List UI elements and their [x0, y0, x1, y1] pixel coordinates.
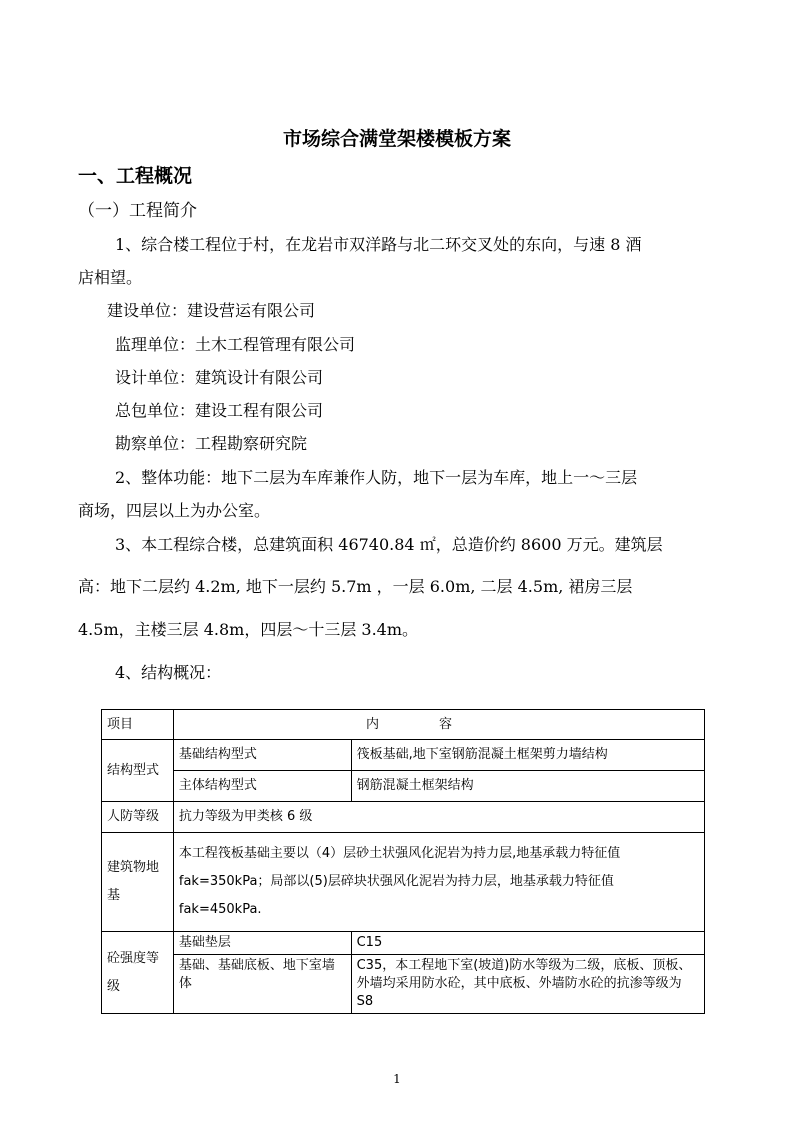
paragraph-2-line-2: 商场，四层以上为办公室。 — [78, 501, 271, 520]
header-content-cell: 内容 — [173, 710, 704, 740]
subsection-heading-intro: （一）工程简介 — [78, 201, 197, 221]
structure-overview-table — [101, 709, 705, 1014]
table-row — [102, 955, 705, 1014]
table-row — [102, 740, 705, 771]
civil-defense-label: 人防等级 — [102, 802, 174, 833]
design-unit: 设计单位：建筑设计有限公司 — [115, 368, 324, 387]
paragraph-2-line-1: 2、整体功能：地下二层为车库兼作人防，地下一层为车库，地上一～三层 — [115, 468, 638, 487]
supervision-unit: 监理单位：土木工程管理有限公司 — [115, 335, 356, 354]
paragraph-1-line-2: 店相望。 — [78, 268, 143, 287]
foundation-cushion-label: 基础垫层 — [173, 932, 351, 955]
foundation-structure-value: 筏板基础,地下室钢筋混凝土框架剪力墙结构 — [351, 740, 704, 771]
page-number: 1 — [393, 1072, 401, 1086]
paragraph-1-line-1: 1、综合楼工程位于村，在龙岩市双洋路与北二环交叉处的东向，与速 8 酒 — [115, 235, 642, 254]
foundation-slab-label: 基础、基础底板、地下室墙体 — [173, 955, 351, 1014]
paragraph-3-line-1: 3、本工程综合楼，总建筑面积 46740.84 ㎡，总造价约 8600 万元。建筑层 — [115, 535, 663, 554]
paragraph-4: 4、结构概况： — [115, 663, 222, 682]
header-item-cell: 项目 — [102, 710, 174, 740]
concrete-grade-label: 砼强度等级 — [102, 932, 174, 1014]
table-row — [102, 833, 705, 932]
table-row — [102, 710, 705, 740]
foundation-slab-value: C35，本工程地下室(坡道)防水等级为二级，底板、顶板、外墙均采用防水砼，其中底板、外墙防水砼的抗渗等级为 S8 — [351, 955, 704, 1014]
structure-type-label: 结构型式 — [102, 740, 174, 802]
paragraph-3-line-3: 4.5m，主楼三层 4.8m，四层～十三层 3.4m。 — [78, 620, 419, 639]
main-structure-label: 主体结构型式 — [173, 771, 351, 802]
paragraph-3-line-2: 高：地下二层约 4.2m, 地下一层约 5.7m ，一层 6.0m, 二层 4.5m, 裙房三层 — [78, 577, 633, 596]
table-row — [102, 771, 705, 802]
building-foundation-label: 建筑物地基 — [102, 833, 174, 932]
foundation-cushion-value: C15 — [351, 932, 704, 955]
section-heading-overview: 一、工程概况 — [78, 165, 193, 187]
general-contractor-unit: 总包单位：建设工程有限公司 — [115, 401, 324, 420]
table-row — [102, 932, 705, 955]
civil-defense-value: 抗力等级为甲类核 6 级 — [173, 802, 704, 833]
survey-unit: 勘察单位：工程勘察研究院 — [115, 434, 308, 453]
document-title: 市场综合满堂架楼模板方案 — [282, 128, 511, 150]
building-foundation-value: 本工程筏板基础主要以（4）层砂土状强风化泥岩为持力层,地基承载力特征值 fak=350kPa；局部以(5)层碎块状强风化泥岩为持力层，地基承载力特征值 fak=450kPa. — [173, 833, 704, 932]
construction-unit: 建设单位：建设营运有限公司 — [107, 301, 316, 320]
foundation-structure-label: 基础结构型式 — [173, 740, 351, 771]
table-row — [102, 802, 705, 833]
main-structure-value: 钢筋混凝土框架结构 — [351, 771, 704, 802]
